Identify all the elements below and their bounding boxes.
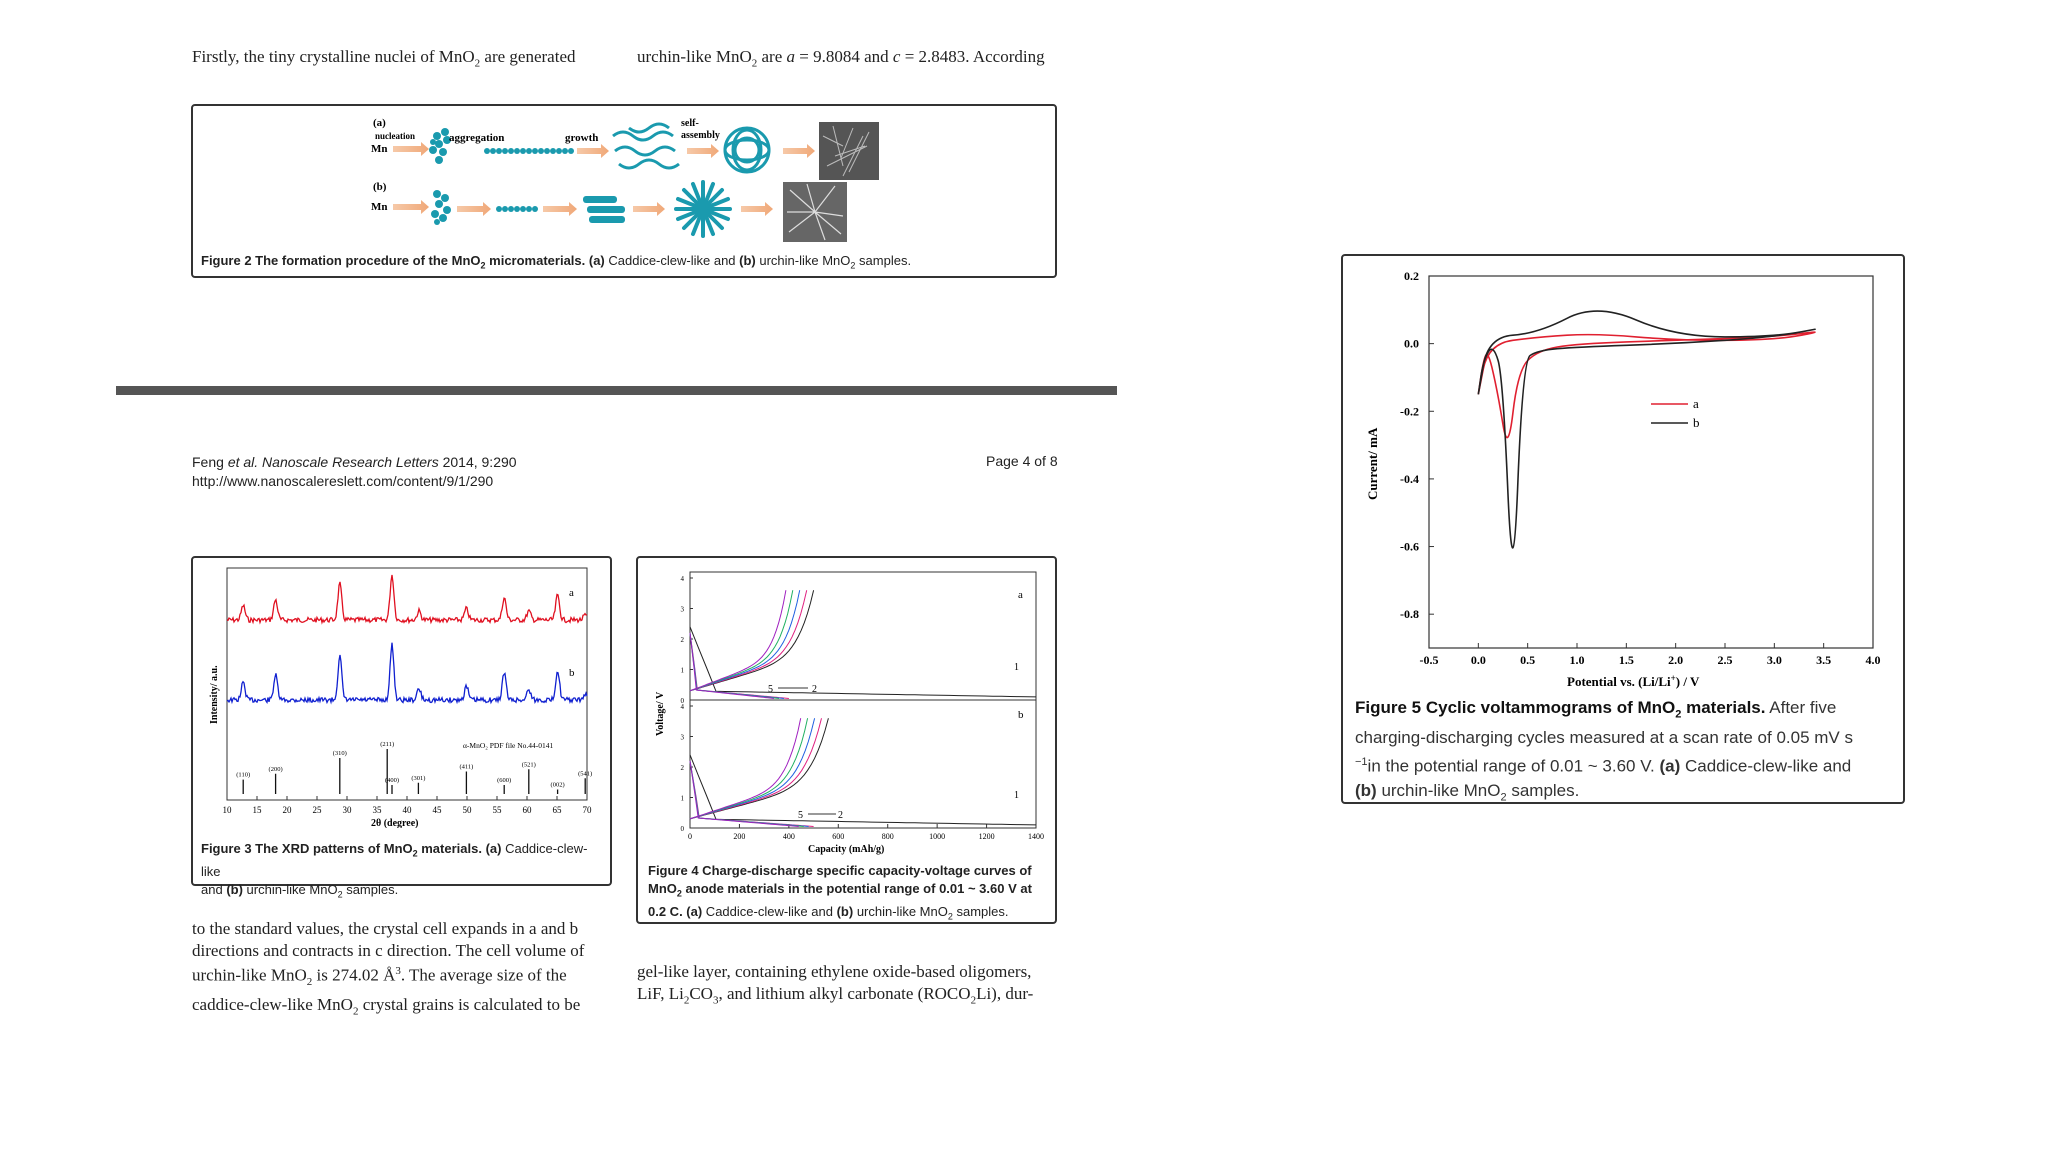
text-span: c bbox=[892, 47, 901, 66]
text-span: (b) bbox=[836, 903, 854, 919]
citation-line bbox=[192, 453, 692, 472]
xrd-ref-label: α-MnO₂ PDF file No.44-0141 bbox=[463, 741, 554, 750]
ref-peak-label: (211) bbox=[380, 741, 395, 748]
cd-cycle-2-b: 2 bbox=[838, 810, 843, 821]
charge-discharge-chart bbox=[638, 558, 1055, 858]
bottom-text-right bbox=[637, 961, 1058, 1011]
legend-label-b: b bbox=[1693, 415, 1700, 430]
text-span: crystal grains is calculated to be bbox=[358, 994, 581, 1014]
y-tick-label: 4 bbox=[680, 575, 684, 583]
text-span: micromaterials. bbox=[485, 253, 589, 268]
discharge-curve bbox=[690, 633, 779, 699]
x-tick-label: 1.5 bbox=[1618, 653, 1634, 667]
text-span: (b) bbox=[226, 881, 243, 897]
text-line: urchin-like MnO$_2$ is 274.02 $Å^3$. The average size of the bbox=[192, 965, 567, 989]
text-span: anode materials in the potential range of 0.01 ~ 3.60 V at bbox=[681, 881, 1032, 896]
cv-ticks bbox=[1400, 269, 1881, 667]
cd-y-label: Voltage/ V bbox=[655, 691, 666, 736]
text-span: are generated bbox=[480, 47, 576, 66]
y-tick-label: 0 bbox=[680, 697, 684, 705]
x-tick-label: 45 bbox=[432, 805, 442, 815]
text-span: (b) bbox=[1355, 781, 1377, 801]
text-line: LiF, $Li_2CO_3$, and lithium alkyl carbonate $(ROCO_2Li)$, dur- bbox=[637, 983, 1034, 1006]
text-span: samples. bbox=[342, 881, 399, 897]
ref-peak-label: (411) bbox=[459, 763, 474, 771]
text-span: After five bbox=[1765, 698, 1837, 717]
figure-4-caption bbox=[648, 862, 1053, 925]
page-divider bbox=[116, 386, 1117, 395]
x-tick-label: 0.0 bbox=[1470, 653, 1486, 667]
text-span: (b) bbox=[739, 253, 756, 268]
rods-b bbox=[583, 196, 625, 223]
cd-ticks bbox=[681, 575, 1045, 841]
text-span: Figure 5 Cyclic voltammograms of MnO bbox=[1355, 698, 1676, 717]
x-tick-label: 65 bbox=[552, 805, 562, 815]
cd-cycle-5-a: 5 bbox=[768, 684, 773, 695]
cd-cycle-5-b: 5 bbox=[798, 810, 803, 821]
ref-peak-label: (400) bbox=[384, 777, 400, 784]
text-span: a bbox=[786, 47, 795, 66]
ref-peak-label: (200) bbox=[268, 765, 283, 773]
self-label: self- bbox=[681, 118, 699, 129]
text-line: caddice-clew-like MnO$_2$ crystal grains is calculated to be bbox=[192, 994, 581, 1017]
cv-chart bbox=[1343, 256, 1903, 696]
x-tick-label: 20 bbox=[282, 805, 292, 815]
text-span: MnO bbox=[648, 881, 677, 896]
cv-x-label-text: Potential vs. (Li/Li bbox=[1567, 674, 1671, 689]
panel-a-label: (a) bbox=[373, 117, 386, 129]
caption-line: (b) urchin-like MnO$_2$ samples. bbox=[1355, 781, 1580, 804]
x-tick-label: 200 bbox=[733, 832, 746, 841]
text-span: and bbox=[201, 881, 227, 897]
text-span: Firstly, the tiny crystalline nuclei of MnO bbox=[192, 47, 475, 66]
bottom-text-left bbox=[192, 918, 613, 1022]
x-tick-label: 60 bbox=[522, 805, 532, 815]
y-tick-label: -0.2 bbox=[1400, 404, 1419, 419]
y-tick-label: 0.2 bbox=[1404, 269, 1419, 283]
x-tick-label: 600 bbox=[832, 832, 845, 841]
text-line: directions and contracts in c direction. The cell volume of bbox=[192, 940, 585, 960]
text-span: urchin-like MnO bbox=[242, 881, 338, 897]
x-tick-label: 25 bbox=[312, 805, 322, 815]
xrd-y-label: Intensity/ a.u. bbox=[209, 665, 220, 724]
discharge-curve bbox=[690, 627, 1036, 697]
charge-curve bbox=[690, 718, 815, 819]
cd-cycle-2-a: 2 bbox=[812, 684, 817, 695]
arrow-a2 bbox=[577, 144, 609, 158]
arrow-a4 bbox=[783, 144, 815, 158]
text-span: (a) bbox=[1659, 757, 1681, 777]
text-span: materials. bbox=[1681, 698, 1766, 717]
y-tick-label: 3 bbox=[680, 733, 684, 742]
discharge-curve bbox=[690, 633, 774, 699]
x-tick-label: 15 bbox=[252, 805, 262, 815]
text-span: urchin-like MnO bbox=[637, 47, 752, 66]
discharge-curve bbox=[690, 761, 809, 827]
text-span: = 2.8483. According bbox=[900, 47, 1045, 66]
text-span: samples. bbox=[952, 903, 1009, 919]
mn-label-a: Mn bbox=[371, 143, 388, 155]
x-tick-label: 800 bbox=[881, 832, 894, 841]
page-header-left bbox=[192, 453, 692, 491]
text-span: in the potential range of 0.01 ~ 3.60 V. bbox=[1367, 757, 1660, 777]
text-span: 0.2 C. bbox=[648, 903, 687, 919]
chain-b bbox=[496, 206, 538, 212]
figure-5-caption bbox=[1355, 696, 1895, 809]
chain-a bbox=[484, 148, 574, 154]
ref-peak-label: (521) bbox=[521, 761, 536, 769]
figure-2-caption: Figure 2 The formation procedure of the MnO$_2$ micromaterials. (a) Caddice-clew-like and (b) urchin-like MnO$_2$ samples. bbox=[201, 253, 912, 271]
text-line: gel-like layer, containing ethylene oxide-based oligomers, bbox=[637, 962, 1032, 981]
x-tick-label: 55 bbox=[492, 805, 502, 815]
cv-series-a bbox=[1478, 332, 1815, 437]
ref-peak-label: (110) bbox=[236, 771, 251, 779]
ref-peak-label: (002) bbox=[550, 781, 565, 789]
xrd-label-a: a bbox=[569, 587, 574, 599]
caption-line: charging-discharging cycles measured at a scan rate of 0.05 mV s bbox=[1355, 728, 1853, 748]
growth-label: growth bbox=[565, 132, 599, 144]
x-tick-label: -0.5 bbox=[1419, 653, 1439, 667]
text-span: (a) bbox=[686, 903, 703, 919]
arrow-a1 bbox=[393, 142, 429, 156]
text-span: Caddice-clew-like and bbox=[604, 253, 740, 268]
y-tick-label: 3 bbox=[680, 605, 684, 614]
nuclei-cluster-b bbox=[431, 190, 451, 225]
x-tick-label: 10 bbox=[222, 805, 232, 815]
caption-line: 0.2 C. (a) Caddice-clew-like and (b) urchin-like MnO$_2$ samples. bbox=[648, 903, 1009, 922]
caption-line: $^{-1}$in the potential range of 0.01 ~ 3.60 V. (a) Caddice-clew-like and bbox=[1355, 756, 1852, 777]
y-tick-label: -0.4 bbox=[1400, 471, 1419, 486]
ref-peak-label: (541) bbox=[578, 770, 593, 778]
text-span: et al. Nanoscale Research Letters bbox=[227, 454, 439, 470]
xrd-chart bbox=[193, 558, 610, 828]
arrow-b2 bbox=[457, 202, 491, 216]
x-tick-label: 30 bbox=[342, 805, 352, 815]
xrd-series-b bbox=[227, 643, 587, 703]
text-span: urchin-like MnO bbox=[853, 903, 948, 919]
text-span: Feng bbox=[192, 454, 228, 470]
arrow-b5 bbox=[741, 202, 773, 216]
x-tick-label: 40 bbox=[402, 805, 412, 815]
x-tick-label: 1.0 bbox=[1569, 653, 1585, 667]
x-tick-label: 3.5 bbox=[1816, 653, 1832, 667]
text-span: Caddice-clew-like and bbox=[1680, 757, 1852, 777]
text-span: Li), dur- bbox=[976, 983, 1034, 1003]
cd-label-b: b bbox=[1018, 709, 1024, 721]
text-span: Figure 2 The formation procedure of the MnO bbox=[201, 253, 481, 268]
arrow-b1 bbox=[393, 200, 429, 214]
cv-x-label-sup: + bbox=[1670, 673, 1676, 683]
mn-label-b: Mn bbox=[371, 201, 388, 213]
panel-b-label: (b) bbox=[373, 181, 387, 193]
cd-cycle-1-a: 1 bbox=[1014, 662, 1019, 673]
urchin bbox=[676, 182, 730, 236]
x-tick-label: 2.5 bbox=[1717, 653, 1733, 667]
xrd-label-b: b bbox=[569, 667, 575, 679]
text-span: 2014, 9:290 bbox=[438, 454, 517, 470]
x-tick-label: 0.5 bbox=[1520, 653, 1536, 667]
text-span: urchin-like MnO bbox=[755, 253, 851, 268]
y-tick-label: 2 bbox=[680, 636, 684, 644]
arrow-b3 bbox=[543, 202, 577, 216]
cd-label-a: a bbox=[1018, 589, 1023, 601]
x-tick-label: 4.0 bbox=[1865, 653, 1881, 667]
caption-line: Figure 5 Cyclic voltammograms of MnO$_2$ materials. After five bbox=[1355, 698, 1837, 721]
x-tick-label: 400 bbox=[782, 832, 795, 841]
cv-y-label: Current/ mA bbox=[1365, 427, 1380, 500]
text-span: caddice-clew-like MnO bbox=[192, 994, 353, 1014]
x-tick-label: 70 bbox=[582, 805, 592, 815]
text-span: Caddice-clew-like bbox=[201, 841, 588, 879]
xrd-x-label: 2θ (degree) bbox=[371, 818, 419, 828]
text-span: materials. bbox=[417, 841, 486, 856]
page-number: Page 4 of 8 bbox=[986, 453, 1058, 469]
figure-4 bbox=[636, 556, 1057, 924]
legend-label-a: a bbox=[1693, 396, 1699, 411]
y-tick-label: -0.6 bbox=[1400, 539, 1419, 554]
cd-cycle-1-b: 1 bbox=[1014, 790, 1019, 801]
cd-curves bbox=[690, 590, 1036, 826]
y-tick-label: 2 bbox=[680, 764, 684, 772]
figure-2 bbox=[191, 104, 1057, 278]
y-tick-label: 0 bbox=[680, 825, 684, 833]
text-span: , and lithium alkyl carbonate (ROCO bbox=[718, 983, 971, 1003]
x-tick-label: 3.0 bbox=[1766, 653, 1782, 667]
caption-line: MnO$_2$ anode materials in the potential range of 0.01 ~ 3.60 V at bbox=[648, 881, 1032, 899]
top-text-left: Firstly, the tiny crystalline nuclei of MnO$_2$ are generated bbox=[192, 47, 576, 70]
y-tick-label: 1 bbox=[680, 794, 684, 803]
nucleation-label: nucleation bbox=[375, 131, 416, 141]
cv-series-b bbox=[1478, 311, 1815, 548]
text-span: LiF, Li bbox=[637, 983, 684, 1003]
article-url[interactable]: http://www.nanoscalereslett.com/content/9/1/290 bbox=[192, 473, 494, 489]
discharge-curve bbox=[690, 761, 804, 827]
xrd-x-ticks bbox=[223, 796, 593, 815]
aggregation-label: aggregation bbox=[449, 132, 505, 144]
charge-curve bbox=[690, 590, 814, 691]
x-tick-label: 50 bbox=[462, 805, 472, 815]
y-tick-label: 0.0 bbox=[1404, 336, 1419, 351]
cv-plot-frame bbox=[1429, 276, 1873, 648]
text-span: . The average size of the bbox=[400, 965, 567, 985]
cd-x-label: Capacity (mAh/g) bbox=[808, 844, 885, 855]
discharge-curve bbox=[690, 633, 789, 699]
x-tick-label: 35 bbox=[372, 805, 382, 815]
assembly-label: assembly bbox=[681, 130, 720, 141]
ref-peak-label: (310) bbox=[332, 750, 347, 757]
cv-x-label-post: ) / V bbox=[1675, 674, 1700, 689]
panel-a-frame bbox=[690, 572, 1036, 700]
text-span: (a) bbox=[588, 253, 605, 268]
discharge-curve bbox=[690, 761, 799, 827]
wires-a bbox=[613, 124, 679, 168]
ref-peak-label: (301) bbox=[411, 774, 426, 782]
text-span: is 274.02 Å bbox=[312, 965, 396, 985]
text-span: are bbox=[757, 47, 787, 66]
text-span: CO bbox=[689, 983, 713, 1003]
text-span: Caddice-clew-like and bbox=[702, 903, 837, 919]
cv-x-label bbox=[1567, 673, 1700, 689]
text-span: (a) bbox=[485, 841, 502, 856]
clew-ball bbox=[725, 128, 769, 172]
ref-peak-label: (600) bbox=[497, 777, 512, 784]
top-text-right: urchin-like MnO$_2$ are a = 9.8084 and c = 2.8483. According bbox=[637, 47, 1045, 70]
text-span: = 9.8084 and bbox=[795, 47, 893, 66]
xrd-series-a bbox=[227, 575, 587, 623]
y-tick-label: 4 bbox=[680, 703, 684, 711]
x-tick-label: 0 bbox=[688, 832, 692, 841]
x-tick-label: 1400 bbox=[1028, 832, 1044, 841]
figure-2-schematic bbox=[193, 106, 1055, 276]
text-span: Figure 3 The XRD patterns of MnO bbox=[201, 841, 413, 856]
discharge-curve bbox=[690, 755, 1036, 825]
x-tick-label: 1200 bbox=[978, 832, 995, 841]
x-tick-label: 1000 bbox=[929, 832, 946, 841]
text-span: urchin-like MnO bbox=[192, 965, 307, 985]
text-span: samples. bbox=[1506, 781, 1580, 801]
text-span: samples. bbox=[855, 253, 912, 268]
text-span: urchin-like MnO bbox=[1376, 781, 1501, 801]
panel-b-frame bbox=[690, 700, 1036, 828]
nuclei-cluster-a bbox=[429, 128, 451, 164]
charge-curve bbox=[690, 718, 828, 819]
y-tick-label: -0.8 bbox=[1400, 607, 1419, 622]
arrow-a3 bbox=[687, 144, 719, 158]
figure-3-caption: Figure 3 The XRD patterns of MnO$_2$ materials. (a) Caddice-clew-like and (b) urchin-like MnO$_2$ samples. bbox=[201, 841, 588, 900]
caption-line: Figure 4 Charge-discharge specific capacity-voltage curves of bbox=[648, 863, 1032, 878]
charge-curve bbox=[690, 718, 808, 819]
x-tick-label: 2.0 bbox=[1668, 653, 1684, 667]
text-line: to the standard values, the crystal cell expands in a and b bbox=[192, 919, 579, 938]
figure-3 bbox=[191, 556, 612, 900]
y-tick-label: 1 bbox=[680, 666, 684, 675]
arrow-b4 bbox=[633, 202, 665, 216]
figure-5 bbox=[1341, 254, 1905, 804]
